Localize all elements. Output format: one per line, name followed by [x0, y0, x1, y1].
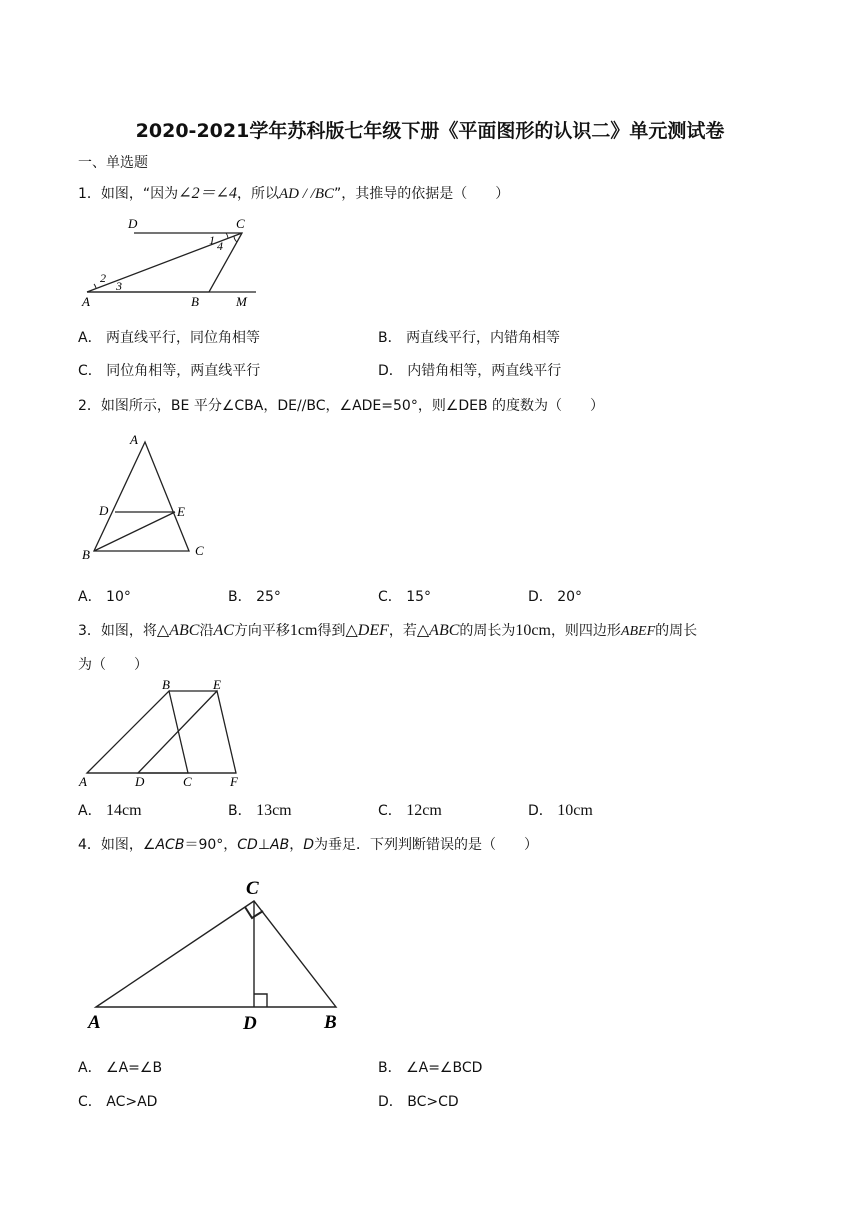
math-expression: ∠2＝∠4	[178, 185, 238, 202]
angle-label: 4	[217, 239, 223, 253]
option-d[interactable]: D． 20°	[528, 589, 583, 605]
vertex-label: B	[162, 678, 170, 692]
vertex-label: M	[236, 294, 247, 309]
question-number: 4．	[78, 837, 101, 853]
option-a[interactable]: A． 两直线平行，同位角相等	[78, 330, 261, 346]
option-d[interactable]: D． BC>CD	[378, 1094, 459, 1110]
question-3-figure	[78, 678, 248, 790]
vertex-label: A	[88, 1012, 101, 1033]
vertex-label: F	[230, 774, 238, 789]
question-1-figure	[78, 212, 263, 310]
stem-text: ”，其推导的依据是（ ）	[334, 186, 510, 202]
option-b[interactable]: B． 13cm	[228, 802, 292, 819]
option-d[interactable]: D． 10cm	[528, 802, 593, 819]
vertex-label: B	[191, 294, 199, 309]
vertex-label: C	[195, 543, 204, 558]
page-title: 2020-2021学年苏科版七年级下册《平面图形的认识二》单元测试卷	[135, 120, 725, 142]
option-b[interactable]: B． ∠A=∠BCD	[378, 1060, 483, 1076]
question-number: 1．	[78, 186, 101, 202]
section-heading: 一、单选题	[78, 155, 148, 171]
question-number: 3．	[78, 623, 101, 639]
vertex-label: D	[128, 216, 138, 231]
angle-label: 1	[209, 233, 215, 247]
question-4-stem: 4．如图，∠ACB＝90°，CD⊥AB，D为垂足．下列判断错误的是（ ）	[78, 837, 539, 853]
vertex-label: A	[130, 432, 138, 447]
question-3-stem: 3．如图，将△ABC沿AC方向平移1cm得到△DEF，若△ABC的周长为10cm，则四边形ABEF的周长	[78, 622, 698, 639]
vertex-label: B	[82, 547, 90, 562]
question-number: 2．	[78, 398, 101, 414]
option-c[interactable]: C． 15°	[378, 589, 432, 605]
vertex-label: D	[243, 1013, 257, 1034]
vertex-label: A	[79, 774, 87, 789]
question-2-stem	[78, 395, 604, 415]
question-2-figure	[78, 430, 218, 565]
stem-text: 如图，“因为	[100, 186, 179, 202]
math-expression: AD / /BC	[279, 186, 335, 202]
option-c[interactable]: C． 同位角相等，两直线平行	[78, 363, 261, 379]
option-d[interactable]: D． 内错角相等，两直线平行	[378, 363, 562, 379]
option-c[interactable]: C． 12cm	[378, 802, 442, 819]
vertex-label: C	[236, 216, 245, 231]
vertex-label: C	[246, 878, 259, 899]
vertex-label: C	[183, 774, 192, 789]
option-b[interactable]: B． 两直线平行，内错角相等	[378, 330, 561, 346]
vertex-label: E	[177, 504, 185, 519]
option-b[interactable]: B． 25°	[228, 589, 281, 605]
stem-text: 如图所示，BE 平分∠CBA，DE//BC，∠ADE=50°，则∠DEB 的度数为（ ）	[100, 398, 605, 414]
vertex-label: E	[213, 678, 221, 692]
question-4-figure	[78, 872, 358, 1037]
vertex-label: A	[82, 294, 90, 309]
stem-text: ，所以	[237, 186, 280, 202]
question-3-stem-line2: 为（ ）	[78, 657, 148, 673]
vertex-label: D	[135, 774, 145, 789]
angle-label: 2	[100, 271, 106, 285]
option-a[interactable]: A． ∠A=∠B	[78, 1060, 163, 1076]
angle-label: 3	[116, 279, 122, 293]
question-1-stem	[78, 180, 509, 203]
vertex-label: D	[99, 503, 109, 518]
option-a[interactable]: A． 10°	[78, 589, 131, 605]
option-c[interactable]: C． AC>AD	[78, 1094, 158, 1110]
option-a[interactable]: A． 14cm	[78, 802, 142, 819]
vertex-label: B	[324, 1012, 337, 1033]
